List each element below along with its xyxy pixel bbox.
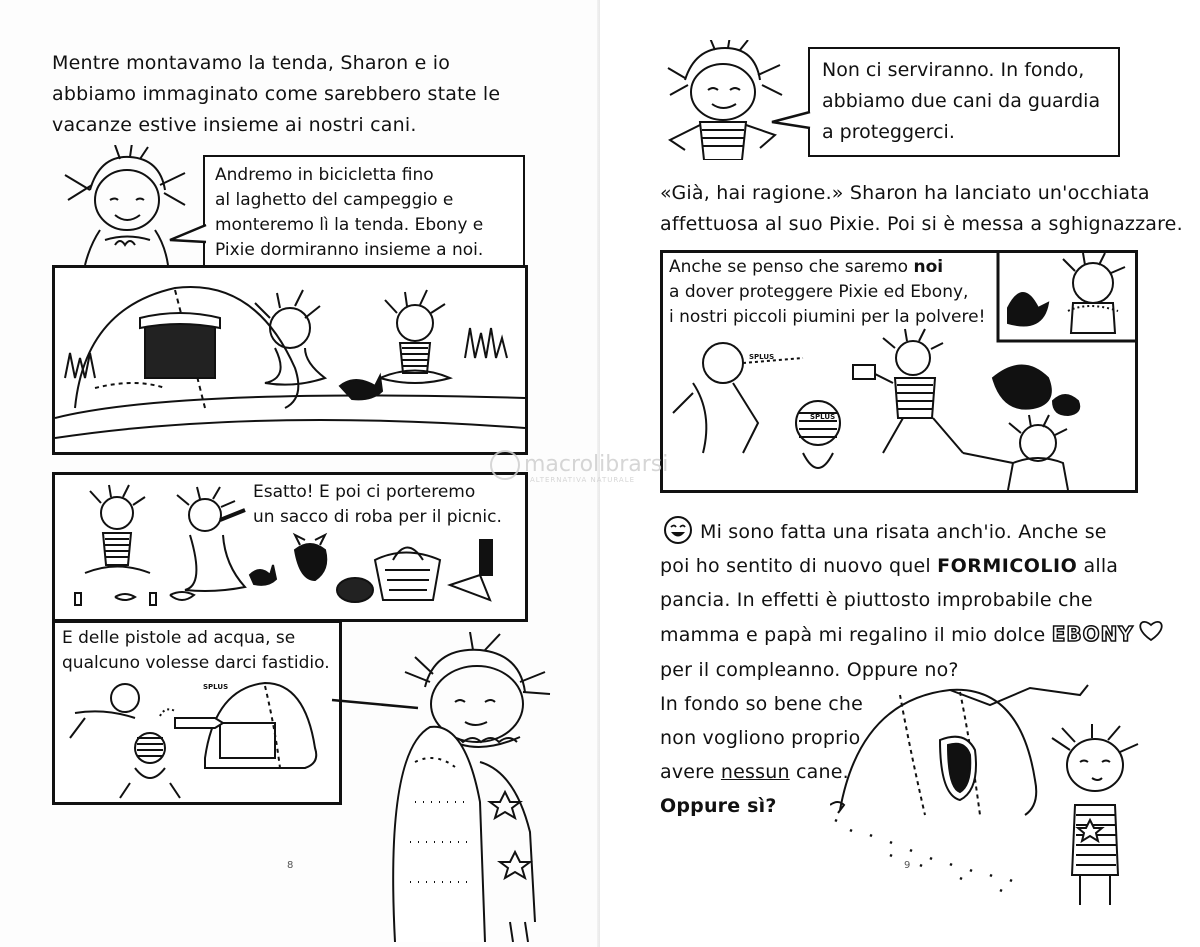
left-page-number: 8 <box>287 860 294 871</box>
caption-water-pistols <box>62 626 330 676</box>
right-paragraph-1 <box>660 178 1183 240</box>
paragraph-line <box>660 549 1165 583</box>
tent-scene-illustration <box>55 268 525 452</box>
text-run: poi ho sentito di nuovo quel <box>660 555 938 577</box>
left-intro-text <box>52 48 500 141</box>
paragraph-line <box>660 617 1165 653</box>
caption-line: un sacco di roba per il picnic. <box>253 507 502 527</box>
text-run: avere <box>660 761 721 783</box>
caption-line: qualcuno volesse darci fastidio. <box>62 653 330 673</box>
sound-effect-label: SPLUS <box>810 413 836 421</box>
paragraph-line: affettuosa al suo Pixie. Poi si è messa a sghignazzare. <box>660 213 1183 235</box>
bubble-line: a proteggerci. <box>822 121 955 143</box>
paragraph-line: «Già, hai ragione.» Sharon ha lanciato un'occhiata <box>660 182 1150 204</box>
comic-panel-tent <box>52 265 528 455</box>
tent-and-girl-illustration <box>830 680 1160 910</box>
bubble-line: Pixie dormiranno insieme a noi. <box>215 240 484 260</box>
bubble-line: Non ci serviranno. In fondo, <box>822 59 1085 81</box>
girl-portrait-illustration <box>60 145 190 270</box>
water-fight-illustration <box>55 678 339 803</box>
sound-effect-label: SPLUS <box>203 683 229 691</box>
caption-line: Anche se penso che saremo noi <box>669 257 944 277</box>
bubble-line: al laghetto del campeggio e <box>215 190 454 210</box>
bold-word: noi <box>913 257 944 277</box>
comic-panel-dogs-water-fight <box>660 250 1138 493</box>
speech-bubble-1 <box>203 155 525 273</box>
watermark-logo <box>490 450 668 484</box>
girl-with-sleeping-bag-illustration <box>355 632 555 942</box>
caption-line: a dover proteggere Pixie ed Ebony, <box>669 282 969 302</box>
watermark-name: macrolibrarsi <box>524 452 669 477</box>
dogs-water-fight-illustration <box>663 253 1135 490</box>
caption-line: i nostri piccoli piumini per la polvere! <box>669 307 986 327</box>
outlined-word: EBONY <box>1051 622 1134 646</box>
paragraph-line: non vogliono proprio <box>660 727 861 749</box>
bubble-line: monteremo lì la tenda. Ebony e <box>215 215 484 235</box>
emphasized-word: FORMICOLIO <box>937 555 1078 577</box>
watermark-tagline: ALTERNATIVA NATURALE <box>530 476 636 484</box>
paragraph-line: Mi sono fatta una risata anch'io. Anche se <box>700 521 1107 543</box>
right-page <box>600 0 1200 947</box>
paragraph-line: pancia. In effetti è piuttosto improbabile che <box>660 589 1093 611</box>
bubble-line: Andremo in bicicletta fino <box>215 165 434 185</box>
underlined-word: nessun <box>720 761 790 783</box>
paragraph-line: Oppure sì? <box>660 795 777 817</box>
bubble-tail <box>770 108 812 134</box>
caption-line: Esatto! E poi ci porteremo <box>253 482 476 502</box>
caption-line: E delle pistole ad acqua, se <box>62 628 296 648</box>
comic-panel-water-pistols <box>52 620 342 805</box>
watermark-icon <box>490 450 520 480</box>
sound-effect-label: SPLUS <box>749 353 775 361</box>
comic-panel-picnic <box>52 472 528 622</box>
paragraph-line: per il compleanno. Oppure no? <box>660 659 959 681</box>
paragraph-line: In fondo so bene che <box>660 693 864 715</box>
picnic-illustration <box>55 475 525 619</box>
intro-line: Mentre montavamo la tenda, Sharon e io <box>52 52 451 74</box>
bubble-line: abbiamo due cani da guardia <box>822 90 1101 112</box>
right-page-number: 9 <box>904 860 911 871</box>
intro-line: abbiamo immaginato come sarebbero state le <box>52 83 501 105</box>
text-run: cane. <box>789 761 849 783</box>
heart-icon <box>1137 618 1165 653</box>
bubble-tail <box>168 220 208 250</box>
text-run: mamma e papà mi regalino il mio dolce <box>660 624 1052 646</box>
speech-bubble-right-1 <box>808 47 1120 157</box>
girl-waving-illustration <box>660 40 790 160</box>
text-run: alla <box>1077 555 1119 577</box>
intro-line: vacanze estive insieme ai nostri cani. <box>52 114 417 136</box>
